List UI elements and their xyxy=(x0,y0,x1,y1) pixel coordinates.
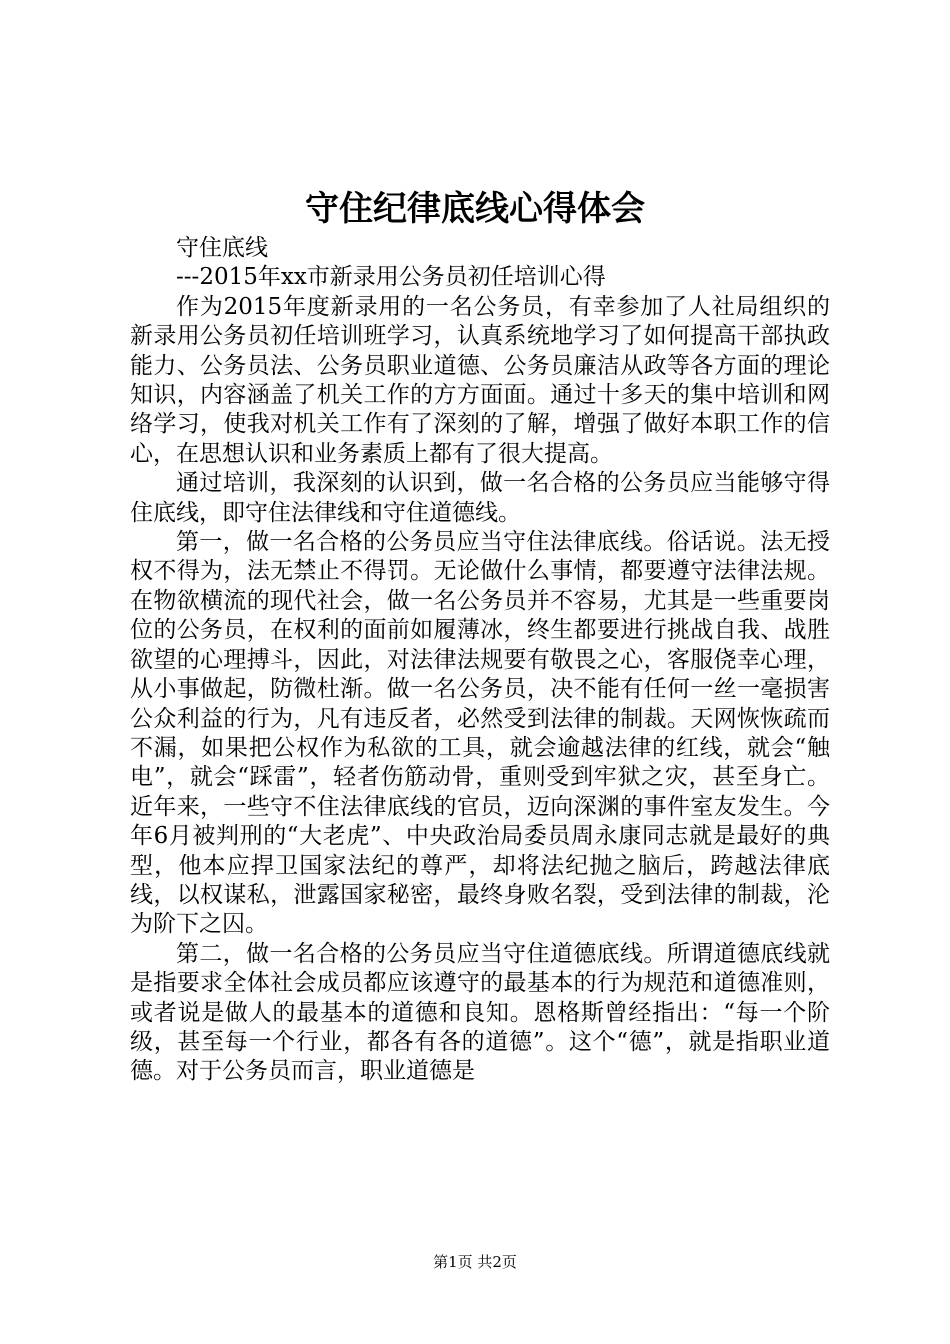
paragraph-understanding: 通过培训，我深刻的认识到，做一名合格的公务员应当能够守得住底线，即守住法律线和守住道德线。 xyxy=(130,470,830,526)
paragraph-moral-bottom-line: 第二，做一名合格的公务员应当守住道德底线。所谓道德底线就是指要求全体社会成员都应该遵守的最基本的行为规范和道德准则，或者说是做人的最基本的道德和良知。恩格斯曾经指出：“每一个阶级，甚至每一个行业，都各有各的道德”。这个“德”，就是指职业道德。对于公务员而言，职业道德是 xyxy=(130,940,830,1085)
page-footer: 第1页 共2页 xyxy=(433,1253,517,1271)
paragraph-subtitle: 守住底线 xyxy=(176,235,268,261)
document-title: 守住纪律底线心得体会 xyxy=(305,189,645,229)
paragraph-intro: 作为2015年度新录用的一名公务员，有幸参加了人社局组织的新录用公务员初任培训班学习，认真系统地学习了如何提高干部执政能力、公务员法、公务员职业道德、公务员廉洁从政等各方面的理论知识，内容涵盖了机关工作的方方面面。通过十多天的集中培训和网络学习，使我对机关工作有了深刻的了解，增强了做好本职工作的信心，在思想认识和业务素质上都有了很大提高。 xyxy=(130,293,830,467)
document-body xyxy=(130,234,830,1087)
paragraph-law-bottom-line: 第一，做一名合格的公务员应当守住法律底线。俗话说。法无授权不得为，法无禁止不得罚。无论做什么事情，都要遵守法律法规。在物欲横流的现代社会，做一名公务员并不容易，尤其是一些重要岗位的公务员，在权利的面前如履薄冰，终生都要进行挑战自我、战胜欲望的心理搏斗，因此，对法律法规要有敬畏之心，客服侥幸心理，从小事做起，防微杜渐。做一名公务员，决不能有任何一丝一毫损害公众利益的行为，凡有违反者，必然受到法律的制裁。天网恢恢疏而不漏，如果把公权作为私欲的工具，就会逾越法律的红线，就会“触电”，就会“踩雷”，轻者伤筋动骨，重则受到牢狱之灾，甚至身亡。近年来，一些守不住法律底线的官员，迈向深渊的事件室友发生。今年6月被判刑的“大老虎”、中央政治局委员周永康同志就是最好的典型，他本应捍卫国家法纪的尊严，却将法纪抛之脑后，跨越法律底线，以权谋私，泄露国家秘密，最终身败名裂，受到法律的制裁，沦为阶下之囚。 xyxy=(130,529,830,938)
paragraph-subheading: ---2015年xx市新录用公务员初任培训心得 xyxy=(176,264,606,291)
